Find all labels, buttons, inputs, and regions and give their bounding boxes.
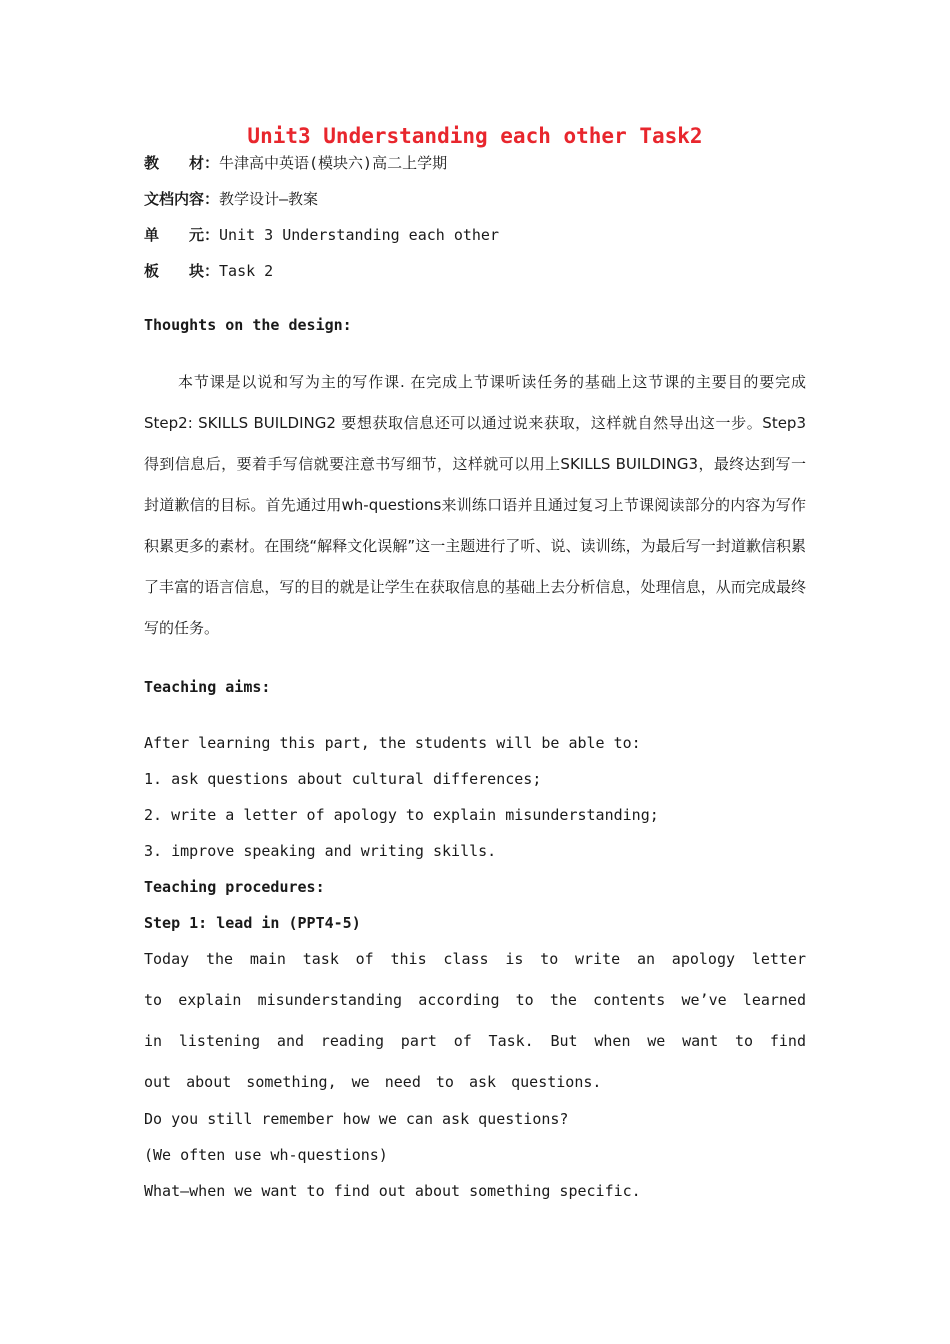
meta-value: Unit 3 Understanding each other (219, 226, 499, 244)
meta-textbook (144, 152, 447, 173)
aims-item-2: 2. write a letter of apology to explain misunderstanding; (144, 806, 659, 824)
meta-value: Task 2 (219, 262, 274, 280)
aims-heading: Teaching aims: (144, 678, 271, 696)
design-paragraph: 本节课是以说和写为主的写作课. 在完成上节课听读任务的基础上这节课的主要目的要完成Step2: SKILLS BUILDING2 要想获取信息还可以通过说来获取，这样就自然导出这一步。Step3 得到信息后，要着手写信就要注意书写细节，这样就可以用上SKILLS BUILDING3，最终达到写一封道歉信的目标。首先通过用wh-questions来训练口语并且通过复习上节课阅读部分的内容为写作积累更多的素材。在围绕“解释文化误解”这一主题进行了听、说、读训练，为最后写一封道歉信积累了丰富的语言信息，写的目的就是让学生在获取信息的基础上去分析信息，处理信息，从而完成最终写的任务。 (144, 373, 806, 637)
procedure-line-1: Do you still remember how we can ask questions? (144, 1110, 569, 1128)
step1-heading: Step 1: lead in (PPT4-5) (144, 914, 361, 932)
document-title: Unit3 Understanding each other Task2 (247, 124, 703, 148)
meta-value: 教学设计—教案 (219, 190, 319, 208)
design-heading: Thoughts on the design: (144, 316, 352, 334)
meta-label: 单 元： (144, 226, 220, 244)
step1-paragraph: Today the main task of this class is to write an apology letter to explain misunderstanding according to the contents we’ve learned in listening and reading part of Task. But when we want to find out about something, we need to ask questions. (144, 950, 806, 1091)
meta-section (144, 260, 273, 281)
procedure-line-2: (We often use wh-questions) (144, 1146, 388, 1164)
meta-content (144, 188, 318, 209)
aims-intro: After learning this part, the students will be able to: (144, 734, 641, 752)
meta-label: 板 块： (144, 262, 220, 280)
procedures-heading: Teaching procedures: (144, 878, 325, 896)
aims-item-3: 3. improve speaking and writing skills. (144, 842, 497, 860)
aims-item-1: 1. ask questions about cultural differences; (144, 770, 542, 788)
meta-label: 文档内容： (144, 190, 220, 208)
meta-unit (144, 224, 499, 245)
meta-value: 牛津高中英语(模块六)高二上学期 (219, 154, 448, 172)
procedure-line-3: What—when we want to find out about something specific. (144, 1182, 641, 1200)
meta-label: 教 材： (144, 154, 220, 172)
